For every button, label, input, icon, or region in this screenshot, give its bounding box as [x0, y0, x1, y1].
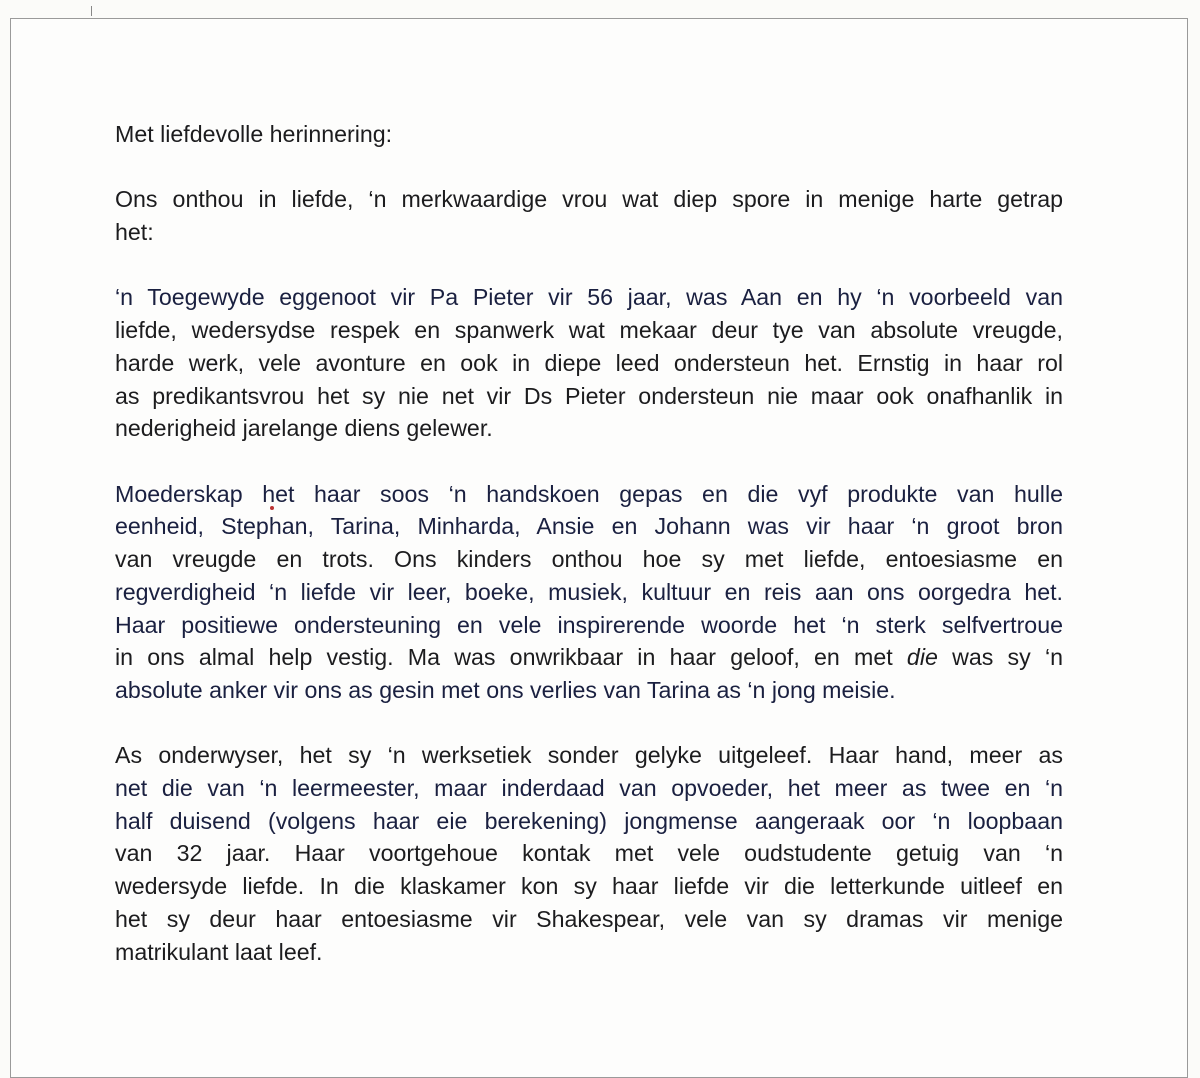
text-line: liefde, wedersydse respek en spanwerk wat mekaar deur tye van absolute vreugde,: [115, 317, 1063, 344]
text-line: eenheid, Stephan, Tarina, Minharda, Ansie en Johann was vir haar ‘n groot bron: [115, 513, 1063, 540]
text-line: regverdigheid ‘n liefde vir leer, boeke, musiek, kultuur en reis aan ons oorgedra het.: [115, 578, 1063, 605]
teacher-paragraph: [115, 739, 1063, 968]
text-line: half duisend (volgens haar eie berekening) jongmense aangeraak oor ‘n loopbaan: [115, 807, 1063, 834]
text-line: het sy deur haar entoesiasme vir Shakespear, vele van sy dramas vir menige: [115, 905, 1063, 932]
letter-body: [115, 118, 1063, 1001]
text-line: ‘n Toegewyde eggenoot vir Pa Pieter vir 56 jaar, was Aan en hy ‘n voorbeeld van: [115, 284, 1063, 311]
text-line-with-italic: [115, 641, 1063, 674]
text-line: nederigheid jarelange diens gelewer.: [115, 415, 493, 442]
text-line: harde werk, vele avonture en ook in diepe leed ondersteun het. Ernstig in haar rol: [115, 349, 1063, 376]
text-line: as predikantsvrou het sy nie net vir Ds Pieter ondersteun nie maar ook onafhanlik in: [115, 382, 1063, 409]
italic-word: die: [906, 644, 938, 671]
text-line: het:: [115, 219, 154, 246]
intro-paragraph: [115, 183, 1063, 248]
text-line: absolute anker vir ons as gesin met ons verlies van Tarina as ‘n jong meisie.: [115, 676, 896, 703]
text-line: net die van ‘n leermeester, maar inderdaad van opvoeder, het meer as twee en ‘n: [115, 775, 1063, 801]
text-line: Ons onthou in liefde, ‘n merkwaardige vrou wat diep spore in menige harte getrap: [115, 186, 1063, 213]
text-line: As onderwyser, het sy ‘n werksetiek sonder gelyke uitgeleef. Haar hand, meer as: [115, 742, 1063, 769]
text-segment: in ons almal help vestig. Ma was onwrikbaar in haar geloof, en met: [115, 644, 907, 671]
text-line: van 32 jaar. Haar voortgehoue kontak met vele oudstudente getuig van ‘n: [115, 840, 1063, 867]
text-line: van vreugde en trots. Ons kinders onthou hoe sy met liefde, entoesiasme en: [115, 546, 1063, 573]
text-line: matrikulant laat leef.: [115, 938, 323, 965]
text-line: Haar positiewe ondersteuning en vele inspirerende woorde het ‘n sterk selfvertroue: [115, 611, 1063, 638]
scan-mark: [91, 6, 92, 16]
text-line: Moederskap het haar soos ‘n handskoen gepas en die vyf produkte van hulle: [115, 480, 1063, 507]
motherhood-paragraph: [115, 478, 1063, 707]
text-segment: was sy ‘n: [937, 644, 1064, 671]
text-line: wedersyde liefde. In die klaskamer kon sy haar liefde vir die letterkunde uitleef en: [115, 873, 1063, 900]
heading: Met liefdevolle herinnering:: [115, 121, 393, 147]
spouse-paragraph: [115, 281, 1063, 445]
